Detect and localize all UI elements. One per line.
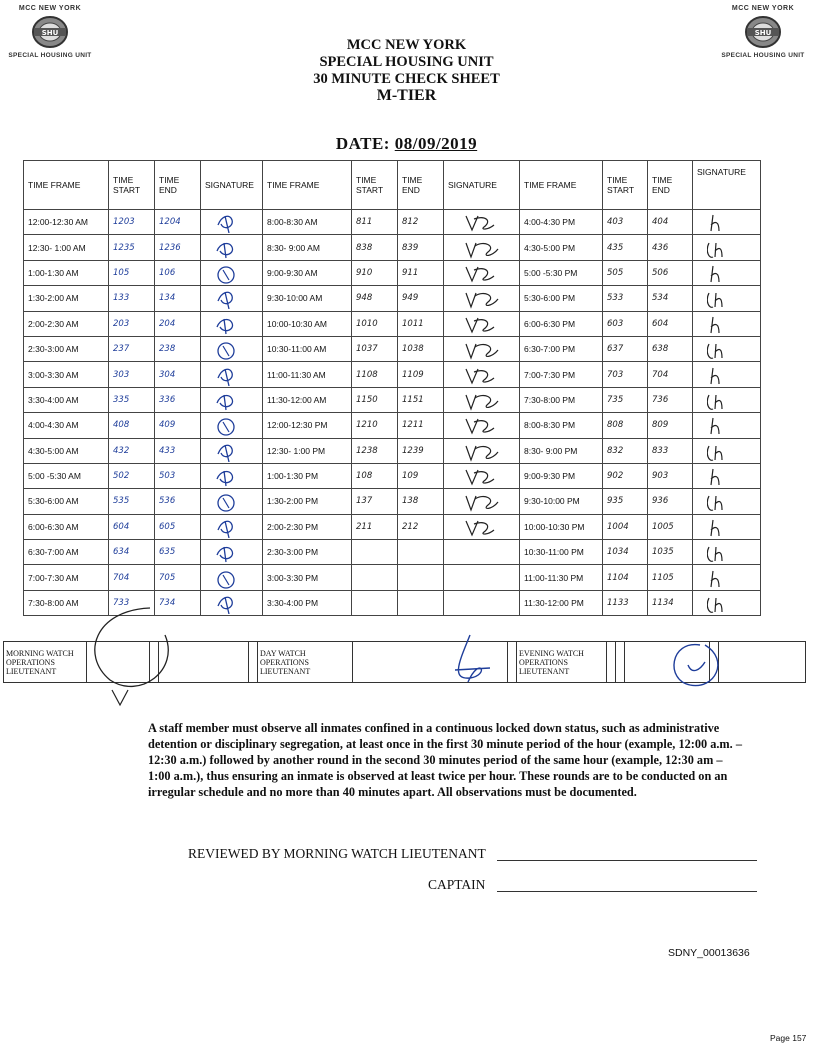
time-frame-morning: 4:30-5:00 AM <box>24 438 109 463</box>
page-number: Page 157 <box>770 1033 807 1043</box>
time-end-day[interactable]: 1109 <box>398 362 444 387</box>
time-frame-day: 12:00-12:30 PM <box>263 413 352 438</box>
time-end-evening[interactable]: 604 <box>648 311 693 336</box>
table-row <box>24 210 761 235</box>
time-end-morning[interactable]: 204 <box>155 311 201 336</box>
initials-scribble-icon <box>462 313 502 335</box>
signature-evening[interactable] <box>693 311 761 336</box>
time-frame-morning: 6:00-6:30 AM <box>24 514 109 539</box>
signature-day[interactable] <box>444 311 520 336</box>
col-time-end-evening: TIME END <box>648 161 693 210</box>
day-signature-scribble <box>455 635 490 682</box>
col-time-frame-evening: TIME FRAME <box>520 161 603 210</box>
time-start-morning[interactable]: 535 <box>109 489 155 514</box>
initials-scribble-icon <box>462 338 502 360</box>
signature-day[interactable] <box>444 286 520 311</box>
date-line <box>0 134 813 154</box>
time-end-day[interactable]: 138 <box>398 489 444 514</box>
time-end-evening[interactable]: 506 <box>648 260 693 285</box>
col-time-start-morning: TIME START <box>109 161 155 210</box>
time-frame-day: 11:00-11:30 AM <box>263 362 352 387</box>
time-frame-evening: 4:00-4:30 PM <box>520 210 603 235</box>
time-start-evening[interactable]: 403 <box>603 210 648 235</box>
time-start-day[interactable]: 1010 <box>352 311 398 336</box>
time-start-morning[interactable]: 432 <box>109 438 155 463</box>
time-start-morning[interactable]: 1235 <box>109 235 155 260</box>
time-start-day[interactable]: 838 <box>352 235 398 260</box>
time-frame-morning: 5:00 -5:30 AM <box>24 463 109 488</box>
time-start-morning[interactable]: 502 <box>109 463 155 488</box>
time-frame-morning: 3:00-3:30 AM <box>24 362 109 387</box>
col-time-end-day: TIME END <box>398 161 444 210</box>
time-end-morning[interactable]: 409 <box>155 413 201 438</box>
initials-scribble-icon <box>212 211 252 233</box>
check-sheet-body <box>24 210 761 616</box>
time-end-day[interactable]: 212 <box>398 514 444 539</box>
time-start-day[interactable]: 1037 <box>352 336 398 361</box>
header-line-2: SPECIAL HOUSING UNIT <box>319 54 494 70</box>
logo-bottom-text: SPECIAL HOUSING UNIT <box>8 52 92 59</box>
col-time-end-morning: TIME END <box>155 161 201 210</box>
signature-morning[interactable] <box>201 514 263 539</box>
time-end-morning[interactable]: 336 <box>155 387 201 412</box>
signature-day[interactable] <box>444 489 520 514</box>
signature-evening[interactable] <box>693 540 761 565</box>
check-sheet-table <box>23 160 761 616</box>
time-end-morning[interactable]: 1204 <box>155 210 201 235</box>
time-frame-evening: 8:30- 9:00 PM <box>520 438 603 463</box>
time-frame-evening: 4:30-5:00 PM <box>520 235 603 260</box>
col-signature-evening: SIGNATURE <box>693 161 761 210</box>
signature-morning[interactable] <box>201 336 263 361</box>
time-start-day[interactable]: 1210 <box>352 413 398 438</box>
signature-day[interactable] <box>444 463 520 488</box>
time-start-morning[interactable]: 237 <box>109 336 155 361</box>
time-frame-day: 12:30- 1:00 PM <box>263 438 352 463</box>
initials-scribble-icon <box>212 541 252 563</box>
time-end-evening[interactable]: 809 <box>648 413 693 438</box>
signature-evening[interactable] <box>693 514 761 539</box>
time-start-evening[interactable]: 703 <box>603 362 648 387</box>
time-start-day[interactable]: 108 <box>352 463 398 488</box>
morning-signature-scribble <box>95 608 168 686</box>
time-frame-evening: 5:00 -5:30 PM <box>520 260 603 285</box>
time-start-evening[interactable]: 1004 <box>603 514 648 539</box>
time-start-evening[interactable]: 935 <box>603 489 648 514</box>
time-end-day[interactable]: 812 <box>398 210 444 235</box>
time-start-evening[interactable]: 735 <box>603 387 648 412</box>
signature-evening[interactable] <box>693 336 761 361</box>
time-frame-day: 10:00-10:30 AM <box>263 311 352 336</box>
captain-signature-line[interactable] <box>497 891 757 892</box>
time-frame-evening: 6:00-6:30 PM <box>520 311 603 336</box>
time-start-day[interactable]: 811 <box>352 210 398 235</box>
date-value: 08/09/2019 <box>394 134 478 153</box>
time-start-day[interactable]: 137 <box>352 489 398 514</box>
signature-evening[interactable] <box>693 362 761 387</box>
signature-morning[interactable] <box>201 235 263 260</box>
signature-evening[interactable] <box>693 387 761 412</box>
time-frame-day: 9:00-9:30 AM <box>263 260 352 285</box>
time-end-morning[interactable]: 304 <box>155 362 201 387</box>
initials-scribble-icon <box>707 440 747 462</box>
initials-scribble-icon <box>462 490 502 512</box>
initials-scribble-icon <box>212 287 252 309</box>
logo-top-text: MCC NEW YORK <box>731 5 795 12</box>
time-end-evening[interactable]: 638 <box>648 336 693 361</box>
time-frame-day: 8:00-8:30 AM <box>263 210 352 235</box>
time-frame-day: 2:00-2:30 PM <box>263 514 352 539</box>
time-frame-morning: 1:00-1:30 AM <box>24 260 109 285</box>
time-end-evening[interactable]: 404 <box>648 210 693 235</box>
time-end-morning[interactable]: 106 <box>155 260 201 285</box>
time-frame-evening: 9:00-9:30 PM <box>520 463 603 488</box>
time-start-evening[interactable]: 1104 <box>603 565 648 590</box>
table-row <box>24 362 761 387</box>
initials-scribble-icon <box>707 541 747 563</box>
signature-evening[interactable] <box>693 565 761 590</box>
time-end-morning[interactable]: 734 <box>155 590 201 615</box>
initials-scribble-icon <box>212 313 252 335</box>
time-end-day[interactable]: 839 <box>398 235 444 260</box>
time-end-morning[interactable]: 238 <box>155 336 201 361</box>
time-end-morning[interactable]: 705 <box>155 565 201 590</box>
time-frame-evening: 5:30-6:00 PM <box>520 286 603 311</box>
time-start-evening[interactable]: 505 <box>603 260 648 285</box>
initials-scribble-icon <box>462 414 502 436</box>
time-end-evening[interactable]: 936 <box>648 489 693 514</box>
time-frame-evening: 7:30-8:00 PM <box>520 387 603 412</box>
initials-scribble-icon <box>707 237 747 259</box>
col-time-frame-morning: TIME FRAME <box>24 161 109 210</box>
time-end-evening[interactable]: 1134 <box>648 590 693 615</box>
time-frame-evening: 10:00-10:30 PM <box>520 514 603 539</box>
header-line-4: M-TIER <box>376 87 437 104</box>
time-start-morning[interactable]: 1203 <box>109 210 155 235</box>
time-frame-morning: 7:00-7:30 AM <box>24 565 109 590</box>
initials-scribble-icon <box>707 465 747 487</box>
signature-morning[interactable] <box>201 438 263 463</box>
signature-evening[interactable] <box>693 413 761 438</box>
table-row <box>24 311 761 336</box>
time-start-morning[interactable]: 133 <box>109 286 155 311</box>
time-start-evening[interactable]: 832 <box>603 438 648 463</box>
signature-morning[interactable] <box>201 463 263 488</box>
time-frame-day: 1:30-2:00 PM <box>263 489 352 514</box>
initials-scribble-icon <box>462 389 502 411</box>
check-mark-icon <box>112 690 128 705</box>
time-start-evening[interactable]: 533 <box>603 286 648 311</box>
initials-scribble-icon <box>212 237 252 259</box>
initials-scribble-icon <box>212 440 252 462</box>
time-end-day[interactable] <box>398 540 444 565</box>
time-start-evening[interactable]: 1133 <box>603 590 648 615</box>
evening-signature-scribble <box>674 645 718 686</box>
table-row <box>24 489 761 514</box>
initials-scribble-icon <box>212 490 252 512</box>
time-start-morning[interactable]: 303 <box>109 362 155 387</box>
policy-paragraph: A staff member must observe all inmates confined in a continuous locked down status, such as administrative detention or disciplinary segregation, at least once in the first 30 minute period of the hour (example, 12:00 a.m. – 12:30 a.m.) followed by another round in the second 30 minutes period of the same hour (example, 12:30 am – 1:00 a.m.), thus ensuring an inmate is observed at least twice per hour. These rounds are to be conducted on an irregular schedule and no more than 40 minutes apart. All observations must be documented. <box>148 721 742 799</box>
time-frame-day: 3:30-4:00 PM <box>263 590 352 615</box>
table-row <box>24 336 761 361</box>
col-signature-day: SIGNATURE <box>444 161 520 210</box>
captain-label: CAPTAIN <box>428 877 486 892</box>
reviewed-label: REVIEWED BY MORNING WATCH LIEUTENANT <box>188 846 486 861</box>
signature-morning[interactable] <box>201 565 263 590</box>
initials-scribble-icon <box>462 516 502 538</box>
signature-day[interactable] <box>444 387 520 412</box>
logo-bottom-text: SPECIAL HOUSING UNIT <box>721 52 805 59</box>
header-row <box>24 161 761 210</box>
initials-scribble-icon <box>462 440 502 462</box>
signature-day[interactable] <box>444 235 520 260</box>
header-line-3: 30 MINUTE CHECK SHEET <box>313 71 500 87</box>
initials-scribble-icon <box>707 364 747 386</box>
signature-day[interactable] <box>444 260 520 285</box>
time-frame-evening: 7:00-7:30 PM <box>520 362 603 387</box>
signature-evening[interactable] <box>693 438 761 463</box>
time-start-morning[interactable]: 733 <box>109 590 155 615</box>
signature-morning[interactable] <box>201 362 263 387</box>
morning-watch-label: MORNING WATCH OPERATIONS LIEUTENANT <box>4 642 87 683</box>
table-row <box>24 413 761 438</box>
signature-morning[interactable] <box>201 286 263 311</box>
time-end-day[interactable]: 949 <box>398 286 444 311</box>
time-start-morning[interactable]: 704 <box>109 565 155 590</box>
reviewed-signature-line[interactable] <box>497 860 757 861</box>
bates-number: SDNY_00013636 <box>668 947 750 959</box>
initials-scribble-icon <box>707 567 747 589</box>
initials-scribble-icon <box>212 262 252 284</box>
time-end-day[interactable]: 109 <box>398 463 444 488</box>
signature-morning[interactable] <box>201 540 263 565</box>
initials-scribble-icon <box>707 262 747 284</box>
signature-evening[interactable] <box>693 286 761 311</box>
signature-day[interactable] <box>444 413 520 438</box>
logo-top-text: MCC NEW YORK <box>18 5 82 12</box>
time-end-evening[interactable]: 903 <box>648 463 693 488</box>
time-frame-morning: 12:30- 1:00 AM <box>24 235 109 260</box>
table-row <box>24 463 761 488</box>
time-frame-day: 9:30-10:00 AM <box>263 286 352 311</box>
time-start-evening[interactable]: 902 <box>603 463 648 488</box>
time-frame-morning: 7:30-8:00 AM <box>24 590 109 615</box>
time-start-day[interactable]: 1108 <box>352 362 398 387</box>
signature-morning[interactable] <box>201 387 263 412</box>
time-start-day[interactable]: 1238 <box>352 438 398 463</box>
time-end-morning[interactable]: 503 <box>155 463 201 488</box>
signature-day[interactable] <box>444 514 520 539</box>
initials-scribble-icon <box>212 389 252 411</box>
time-start-evening[interactable]: 637 <box>603 336 648 361</box>
signature-evening[interactable] <box>693 463 761 488</box>
time-end-day[interactable]: 1011 <box>398 311 444 336</box>
time-frame-morning: 4:00-4:30 AM <box>24 413 109 438</box>
time-start-morning[interactable]: 634 <box>109 540 155 565</box>
day-watch-label: DAY WATCH OPERATIONS LIEUTENANT <box>258 642 353 683</box>
signature-day[interactable] <box>444 438 520 463</box>
initials-scribble-icon <box>462 211 502 233</box>
badge-text: SHU <box>754 29 772 37</box>
signature-day[interactable] <box>444 210 520 235</box>
time-end-day[interactable]: 1211 <box>398 413 444 438</box>
time-end-evening[interactable]: 1105 <box>648 565 693 590</box>
time-frame-morning: 3:30-4:00 AM <box>24 387 109 412</box>
time-start-day[interactable]: 948 <box>352 286 398 311</box>
time-end-morning[interactable]: 635 <box>155 540 201 565</box>
time-start-evening[interactable]: 435 <box>603 235 648 260</box>
evening-watch-label: EVENING WATCH OPERATIONS LIEUTENANT <box>517 642 607 683</box>
initials-scribble-icon <box>212 414 252 436</box>
initials-scribble-icon <box>707 338 747 360</box>
time-start-day[interactable]: 910 <box>352 260 398 285</box>
header-line-1: MCC NEW YORK <box>346 37 467 53</box>
signature-morning[interactable] <box>201 413 263 438</box>
table-row <box>24 565 761 590</box>
signature-morning[interactable] <box>201 260 263 285</box>
initials-scribble-icon <box>707 389 747 411</box>
time-frame-morning: 2:30-3:00 AM <box>24 336 109 361</box>
time-frame-morning: 12:00-12:30 AM <box>24 210 109 235</box>
watch-signature-marks <box>0 600 813 710</box>
initials-scribble-icon <box>707 313 747 335</box>
date-label: DATE: <box>335 134 390 153</box>
initials-scribble-icon <box>707 211 747 233</box>
time-end-evening[interactable]: 704 <box>648 362 693 387</box>
time-frame-evening: 9:30-10:00 PM <box>520 489 603 514</box>
col-time-start-day: TIME START <box>352 161 398 210</box>
time-start-evening[interactable]: 603 <box>603 311 648 336</box>
time-frame-morning: 6:30-7:00 AM <box>24 540 109 565</box>
time-start-morning[interactable]: 335 <box>109 387 155 412</box>
col-signature-morning: SIGNATURE <box>201 161 263 210</box>
signature-day[interactable] <box>444 540 520 565</box>
signature-evening[interactable] <box>693 210 761 235</box>
signature-day[interactable] <box>444 565 520 590</box>
time-end-morning[interactable]: 1236 <box>155 235 201 260</box>
initials-scribble-icon <box>462 364 502 386</box>
time-frame-morning: 5:30-6:00 AM <box>24 489 109 514</box>
signature-morning[interactable] <box>201 210 263 235</box>
time-frame-evening: 10:30-11:00 PM <box>520 540 603 565</box>
time-frame-morning: 1:30-2:00 AM <box>24 286 109 311</box>
initials-scribble-icon <box>707 490 747 512</box>
time-frame-day: 2:30-3:00 PM <box>263 540 352 565</box>
initials-scribble-icon <box>212 465 252 487</box>
time-start-morning[interactable]: 105 <box>109 260 155 285</box>
time-start-evening[interactable]: 1034 <box>603 540 648 565</box>
initials-scribble-icon <box>707 287 747 309</box>
initials-scribble-icon <box>212 338 252 360</box>
table-row <box>24 540 761 565</box>
time-start-evening[interactable]: 808 <box>603 413 648 438</box>
signature-evening[interactable] <box>693 260 761 285</box>
initials-scribble-icon <box>707 516 747 538</box>
time-frame-evening: 11:00-11:30 PM <box>520 565 603 590</box>
initials-scribble-icon <box>707 414 747 436</box>
time-start-morning[interactable]: 203 <box>109 311 155 336</box>
col-time-start-evening: TIME START <box>603 161 648 210</box>
time-frame-day: 1:00-1:30 PM <box>263 463 352 488</box>
initials-scribble-icon <box>462 262 502 284</box>
time-frame-day: 10:30-11:00 AM <box>263 336 352 361</box>
badge-text: SHU <box>41 29 59 37</box>
initials-scribble-icon <box>212 567 252 589</box>
time-end-day[interactable]: 1038 <box>398 336 444 361</box>
time-start-morning[interactable]: 408 <box>109 413 155 438</box>
time-frame-morning: 2:00-2:30 AM <box>24 311 109 336</box>
time-end-morning[interactable]: 605 <box>155 514 201 539</box>
initials-scribble-icon <box>462 287 502 309</box>
signature-morning[interactable] <box>201 489 263 514</box>
time-end-evening[interactable]: 1035 <box>648 540 693 565</box>
table-row <box>24 387 761 412</box>
table-row <box>24 260 761 285</box>
time-end-day[interactable] <box>398 565 444 590</box>
time-end-morning[interactable]: 134 <box>155 286 201 311</box>
time-end-evening[interactable]: 534 <box>648 286 693 311</box>
initials-scribble-icon <box>462 465 502 487</box>
time-end-day[interactable]: 911 <box>398 260 444 285</box>
table-row <box>24 438 761 463</box>
time-end-morning[interactable]: 536 <box>155 489 201 514</box>
time-start-day[interactable] <box>352 540 398 565</box>
signature-evening[interactable] <box>693 489 761 514</box>
time-end-evening[interactable]: 1005 <box>648 514 693 539</box>
time-end-evening[interactable]: 436 <box>648 235 693 260</box>
time-start-day[interactable]: 1150 <box>352 387 398 412</box>
col-time-frame-day: TIME FRAME <box>263 161 352 210</box>
initials-scribble-icon <box>462 237 502 259</box>
time-frame-day: 11:30-12:00 AM <box>263 387 352 412</box>
table-row <box>24 235 761 260</box>
time-start-morning[interactable]: 604 <box>109 514 155 539</box>
time-frame-day: 8:30- 9:00 AM <box>263 235 352 260</box>
time-end-day[interactable]: 1239 <box>398 438 444 463</box>
time-frame-evening: 8:00-8:30 PM <box>520 413 603 438</box>
signature-evening[interactable] <box>693 235 761 260</box>
initials-scribble-icon <box>212 364 252 386</box>
signature-morning[interactable] <box>201 311 263 336</box>
table-row <box>24 514 761 539</box>
time-end-evening[interactable]: 736 <box>648 387 693 412</box>
time-end-morning[interactable]: 433 <box>155 438 201 463</box>
signature-day[interactable] <box>444 362 520 387</box>
signature-day[interactable] <box>444 336 520 361</box>
time-end-evening[interactable]: 833 <box>648 438 693 463</box>
table-row <box>24 286 761 311</box>
time-start-day[interactable]: 211 <box>352 514 398 539</box>
time-frame-evening: 6:30-7:00 PM <box>520 336 603 361</box>
time-end-day[interactable]: 1151 <box>398 387 444 412</box>
time-start-day[interactable] <box>352 565 398 590</box>
initials-scribble-icon <box>212 516 252 538</box>
time-frame-evening: 11:30-12:00 PM <box>520 590 603 615</box>
time-frame-day: 3:00-3:30 PM <box>263 565 352 590</box>
